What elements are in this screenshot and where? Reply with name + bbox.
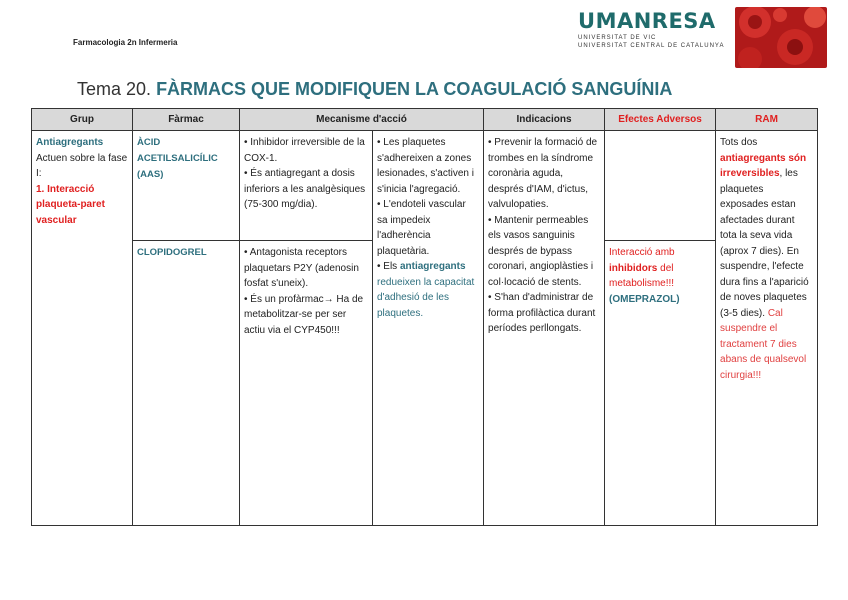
grup-text: Actuen sobre la fase I: (36, 152, 128, 179)
grup-cell (32, 131, 133, 526)
drug-table (31, 108, 818, 526)
efectes-empty-cell (605, 131, 716, 241)
mecanisme-shared-cell: • Les plaquetes s'adhereixen a zones lesionades, s'activen i s'inicia l'agregació. • L'endoteli vascular sa impedeix l'adherència plaquetària. • Els antiagregants redueixen la capacitat d'adhesió de les plaquetes. (373, 131, 484, 526)
umanresa-logo (578, 10, 728, 65)
drug-aas-cell: ÀCID ACETILSALICÍLIC (AAS) (133, 131, 240, 241)
mecanisme-aas-cell: • Inhibidor irreversible de la COX-1. • És antiagregant a dosis inferiors a les analgèsiques (75-300 mg/dia). (240, 131, 373, 241)
efectes-cell: Interacció amb inhibidors del metabolisme!!! (OMEPRAZOL) (605, 241, 716, 526)
logo-name: UMANRESA (578, 9, 716, 33)
table-row (32, 131, 818, 241)
header-mecanisme: Mecanisme d'acció (240, 109, 484, 131)
header-efectes: Efectes Adversos (605, 109, 716, 131)
header-ram: RAM (716, 109, 818, 131)
ram-cell: Tots dos antiagregants són irreversibles, les plaquetes exposades estan afectades durant tota la seva vida (aprox 7 dies). En suspendre, l'efecte dura fins a l'aparició de noves plaquetes (3-5 dies). Cal suspendre el tractament 7 dies abans de qualsevol cirurgia!!! (716, 131, 818, 526)
indicacions-cell: • Prevenir la formació de trombes en la síndrome coronària aguda, després d'IAM, d'ictus, valvulopaties. • Mantenir permeables els vasos sanguinis després de bypass coronari, angioplàsties i col·locació de stents. • S'han d'administrar de forma profilàctica durant períodes perllongats. (484, 131, 605, 526)
course-label: Farmacologia 2n Infermeria (73, 38, 178, 47)
logo-subtitle: UNIVERSITAT DE VIC UNIVERSITAT CENTRAL DE CATALUNYA (578, 35, 725, 49)
page-title: Tema 20. FÀRMACS QUE MODIFIQUEN LA COAGULACIÓ SANGUÍNIA (77, 79, 673, 99)
header-indicacions: Indicacions (484, 109, 605, 131)
grup-title: Antiagregants (36, 137, 104, 148)
mecanisme-bullet3: • Els antiagregants redueixen la capacitat d'adhesió de les plaquetes. (377, 261, 475, 319)
mecanisme-clopidogrel-cell: • Antagonista receptors plaquetars P2Y (adenosin fosfat s'uneix). • És un profàrmac→ Ha de metabolitzar-se per ser actiu via el CYP450!!! (240, 241, 373, 526)
header-farmac: Fàrmac (133, 109, 240, 131)
header-row (32, 109, 818, 131)
grup-phase: 1. Interacció plaqueta-paret vascular (36, 183, 105, 226)
header-grup: Grup (32, 109, 133, 131)
blood-cells-image (735, 7, 827, 68)
drug-clopidogrel-cell: CLOPIDOGREL (133, 241, 240, 526)
